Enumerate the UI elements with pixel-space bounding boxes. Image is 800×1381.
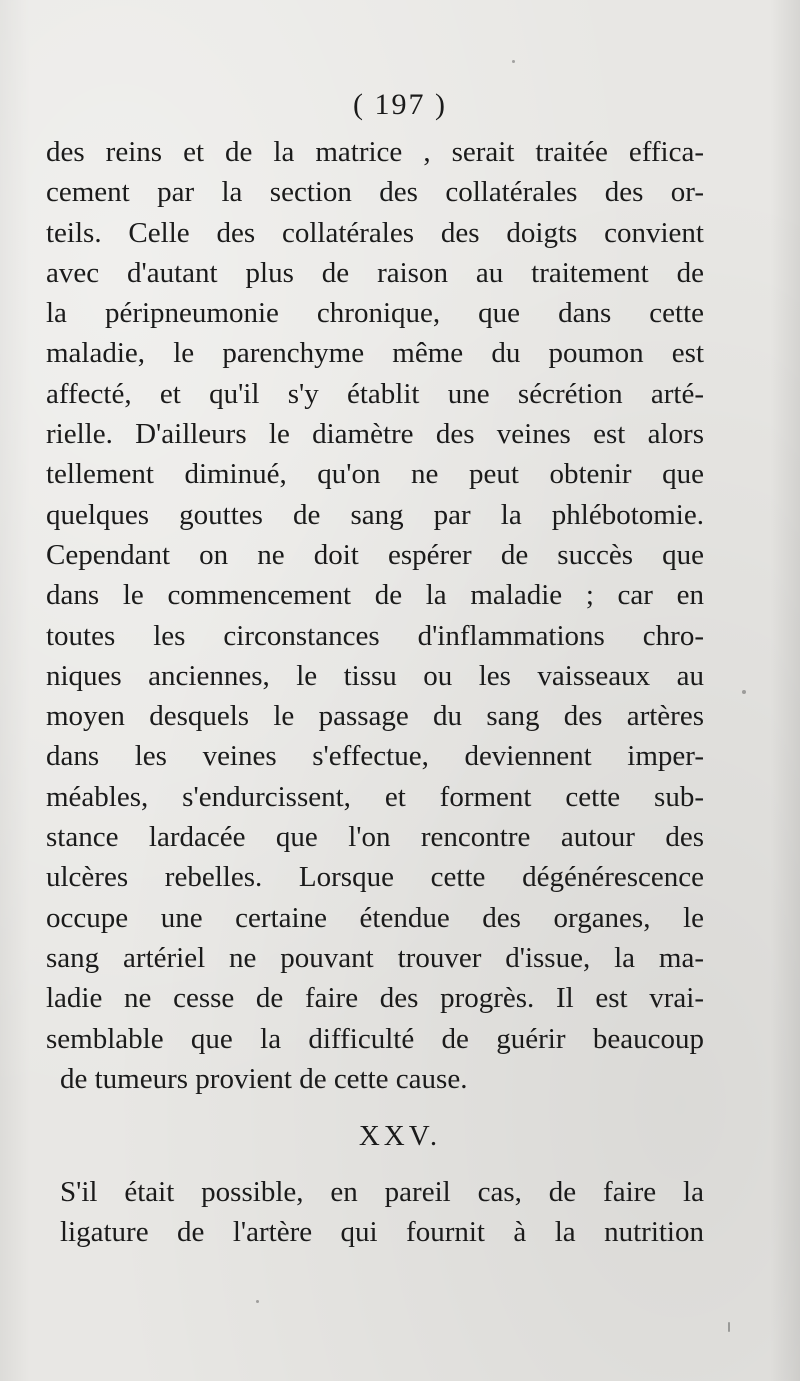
text-line: S'il était possible, en pareil cas, de faire la — [60, 1176, 704, 1208]
text-line: toutes les circonstances d'inflammations chro- — [46, 619, 704, 652]
text-line: sang artériel ne pouvant trouver d'issue, la ma- — [46, 941, 704, 974]
paper-speck — [256, 1300, 259, 1303]
text-line: teils. Celle des collatérales des doigts convient — [46, 216, 704, 249]
text-line: ulcères rebelles. Lorsque cette dégénérescence — [46, 861, 704, 894]
text-line: semblable que la difficulté de guérir beaucoup — [46, 1022, 704, 1055]
text-line: rielle. D'ailleurs le diamètre des veines est alors — [46, 418, 704, 451]
text-line: affecté, et qu'il s'y établit une sécrétion arté- — [46, 377, 704, 410]
text-line: maladie, le parenchyme même du poumon est — [46, 337, 704, 370]
main-paragraph — [46, 132, 704, 1099]
text-line: dans les veines s'effectue, deviennent imper- — [46, 740, 704, 773]
text-line: des reins et de la matrice , serait traitée effica- — [46, 136, 704, 168]
text-line: avec d'autant plus de raison au traitement de — [46, 256, 704, 289]
text-line: cement par la section des collatérales des or- — [46, 176, 704, 209]
text-line: quelques gouttes de sang par la phlébotomie. — [46, 498, 704, 531]
text-line: occupe une certaine étendue des organes, le — [46, 901, 704, 934]
text-line: stance lardacée que l'on rencontre autour des — [46, 821, 704, 854]
text-line: Cependant on ne doit espérer de succès que — [46, 538, 704, 571]
text-line: tellement diminué, qu'on ne peut obtenir que — [46, 458, 704, 491]
text-line: la péripneumonie chronique, que dans cette — [46, 297, 704, 330]
text-line: ligature de l'artère qui fournit à la nutrition — [60, 1216, 704, 1249]
text-line: niques anciennes, le tissu ou les vaisseaux au — [46, 659, 704, 692]
text-line: méables, s'endurcissent, et forment cette sub- — [46, 780, 704, 813]
paper-speck — [512, 60, 515, 63]
text-line: ladie ne cesse de faire des progrès. Il est vrai- — [46, 982, 704, 1015]
text-line: de tumeurs provient de cette cause. — [60, 1062, 468, 1095]
text-line: dans le commencement de la maladie ; car en — [46, 579, 704, 612]
next-paragraph — [60, 1172, 704, 1253]
section-heading: XXV. — [358, 1120, 442, 1152]
paper-speck — [728, 1322, 730, 1332]
page-number: ( 197 ) — [353, 88, 447, 121]
text-line: moyen desquels le passage du sang des artères — [46, 700, 704, 733]
paper-speck — [742, 690, 746, 694]
